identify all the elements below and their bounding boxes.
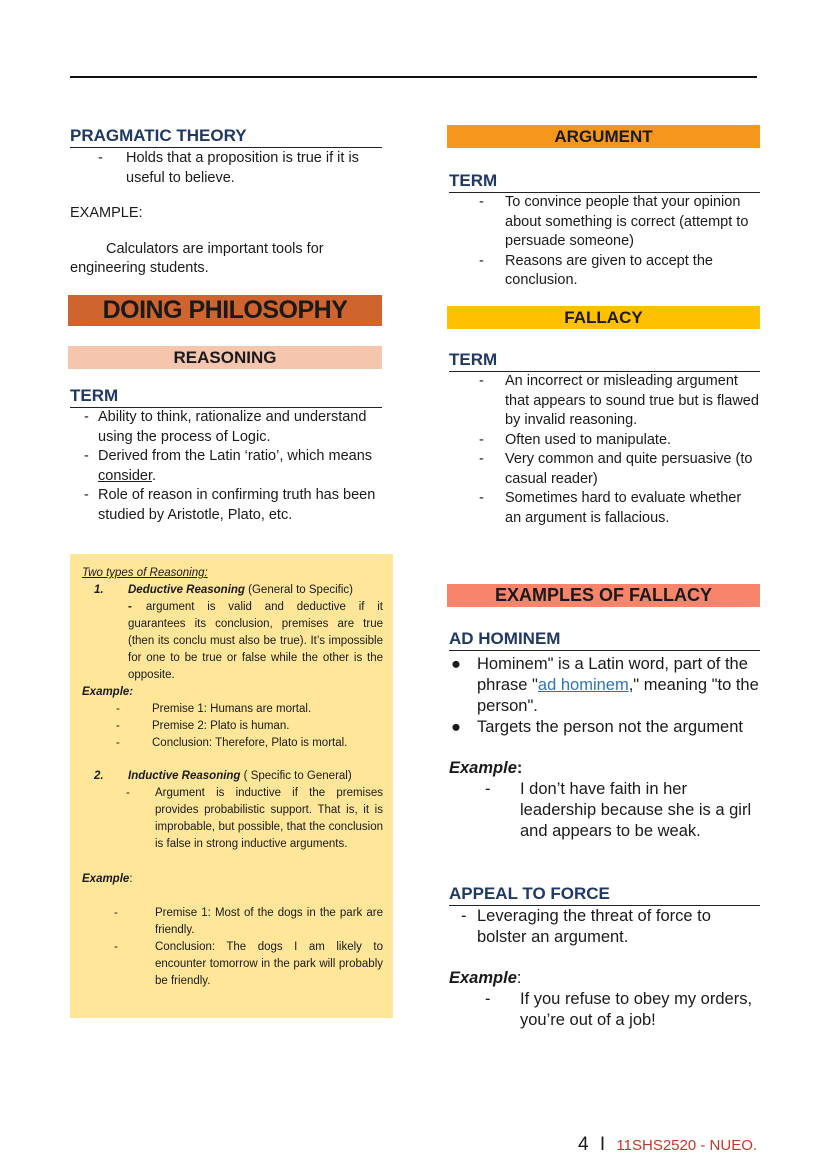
example-label: Example: [82,686,134,698]
argument-term-section [449,171,760,291]
item-text: Premise 1: Humans are mortal. [152,703,312,715]
item-text: Premise 1: Most of the dogs in the park are friendly. [155,907,383,936]
item-text: Very common and quite persuasive (to casual reader) [505,451,753,487]
argument-bar: ARGUMENT [447,125,760,148]
item-text: Role of reason in confirming truth has been studied by Aristotle, Plato, etc. [98,487,376,523]
desc-text: argument is valid and deductive if it guarantees its conclusion, premises are true (then its conclu must also be true). It’s impossible for one to be true or false while the other is the opposite. [128,601,383,681]
number-2: 2. [94,770,104,782]
list-item: - Conclusion: The dogs I am likely to encounter tomorrow in the park will probably be friendly. [114,941,383,987]
inductive-title: Inductive Reasoning [128,770,241,782]
list-item: - Role of reason in confirming truth has been studied by Aristotle, Plato, etc. [84,487,376,523]
item-text: Premise 2: Plato is human. [152,720,290,732]
item-text: Hominem" is a Latin word, part of the phrase " [477,655,748,694]
list-item: - Premise 1: Humans are mortal. [116,703,312,715]
top-rule [70,76,757,78]
list-item: ● Targets the person not the argument [451,718,743,736]
footer [578,1134,757,1156]
list-item: - Premise 1: Most of the dogs in the park are friendly. [114,907,383,936]
item-text: Targets the person not the argument [477,718,743,736]
list-item: - To convince people that your opinion about something is correct (attempt to persuade someone) [479,194,749,249]
pragmatic-bullet: - Holds that a proposition is true if it is useful to believe. [98,150,359,186]
list-item: ● Hominem" is a Latin word, part of the phrase "ad hominem," meaning "to the person". [451,655,759,715]
page-number: 4 [578,1134,589,1155]
consider-word: consider [98,467,153,484]
item-text: If you refuse to obey my orders, you’re out of a job! [520,990,753,1029]
example-word: Example [82,873,130,885]
item-text: Derived from the Latin ‘ratio’, which means [98,448,373,464]
item-text: Often used to manipulate. [505,431,672,448]
pragmatic-section [70,126,382,279]
deductive-paren: (General to Specific) [244,584,353,596]
item-text: An incorrect or misleading argument that appears to sound true but is flawed by invalid reasoning. [505,373,759,428]
inductive-heading [128,768,383,785]
examples-of-fallacy-bar: EXAMPLES OF FALLACY [447,584,760,607]
item-text: Ability to think, rationalize and understand using the process of Logic. [98,409,367,445]
bullet-text: Holds that a proposition is true if it is useful to believe. [126,150,359,186]
period: . [152,467,157,484]
item-text: To convince people that your opinion about something is correct (attempt to persuade someone) [505,194,749,249]
list-item: - Premise 2: Plato is human. [116,720,290,732]
example-word: Example [449,759,517,777]
ad-hominem-link[interactable]: ad hominem [537,676,629,694]
fallacy-term-section [449,350,760,528]
example-text: Calculators are important tools for engineering students. [70,240,324,276]
item-text: Reasons are given to accept the conclusion. [505,252,713,288]
deductive-title: Deductive Reasoning [128,584,245,596]
term-heading: TERM [449,350,760,372]
term-heading: TERM [449,171,760,193]
pragmatic-heading: PRAGMATIC THEORY [70,126,382,148]
reasoning-bar: REASONING [68,346,382,369]
list-item: - Often used to manipulate. [479,431,672,448]
example-label: EXAMPLE: [70,205,143,221]
deductive-heading [128,582,383,599]
footer-separator: I [599,1134,606,1155]
inductive-examples [114,905,383,990]
box-title: Two types of Reasoning: [82,567,208,579]
doing-philosophy-banner: DOING PHILOSOPHY [68,295,382,326]
deductive-desc: - argument is valid and deductive if it guarantees its conclusion, premises are true (then its conclu must also be true). It’s impossible for one to be true or false while the other is the opposite. [128,601,383,681]
number-1: 1. [94,584,104,596]
list-item: - If you refuse to obey my orders, you’re out of a job! [485,990,753,1029]
ad-hominem-section [449,628,760,842]
footer-code: 11SHS2520 - NUEO. [616,1137,758,1154]
inductive-paren: ( Specific to General) [240,770,352,782]
list-item: - Derived from the Latin ‘ratio’, which means consider. [84,448,373,484]
list-item: - I don’t have faith in her leadership because she is a girl and appears to be weak. [485,780,752,840]
inductive-desc: - Argument is inductive if the premises provides probabilistic support. That is, it is improbable, but possible, that the conclusion is false in strong inductive arguments. [126,787,383,850]
item-text: Conclusion: Therefore, Plato is mortal. [152,737,348,749]
colon: : [516,759,523,777]
item-text: Sometimes hard to evaluate whether an argument is fallacious. [505,490,742,526]
desc-text: Argument is inductive if the premises provides probabilistic support. That is, it is improbable, but possible, that the conclusion is false in strong inductive arguments. [155,787,383,850]
list-item: - An incorrect or misleading argument that appears to sound true but is flawed by invalid reasoning. [479,373,759,428]
reasoning-types-box [70,554,393,1018]
term-heading: TERM [70,386,382,408]
example-label-2 [82,871,133,888]
ad-hominem-heading: AD HOMINEM [449,628,760,651]
item-text: I don’t have faith in her leadership because she is a girl and appears to be weak. [520,780,752,840]
example-label [449,968,760,989]
reasoning-term-section [70,386,382,525]
list-item: - Sometimes hard to evaluate whether an argument is fallacious. [479,490,742,526]
example-word: Example [449,969,517,987]
list-item: - Leveraging the threat of force to bolster an argument. [461,907,711,946]
appeal-to-force-section [449,883,760,1031]
colon: : [516,969,522,987]
example-label [449,758,760,779]
list-item: - Ability to think, rationalize and understand using the process of Logic. [84,409,367,445]
list-item: - Reasons are given to accept the conclusion. [479,252,713,288]
list-item: - Very common and quite persuasive (to casual reader) [479,451,753,487]
appeal-heading: APPEAL TO FORCE [449,883,760,906]
item-text: ," meaning "to the person". [477,676,759,715]
colon: : [129,873,133,885]
list-item: - Conclusion: Therefore, Plato is mortal. [116,737,348,749]
fallacy-bar: FALLACY [447,306,760,329]
item-text: Conclusion: The dogs I am likely to encounter tomorrow in the park will probably be friendly. [155,941,383,987]
item-text: Leveraging the threat of force to bolster an argument. [477,907,711,946]
deductive-examples [116,701,347,752]
